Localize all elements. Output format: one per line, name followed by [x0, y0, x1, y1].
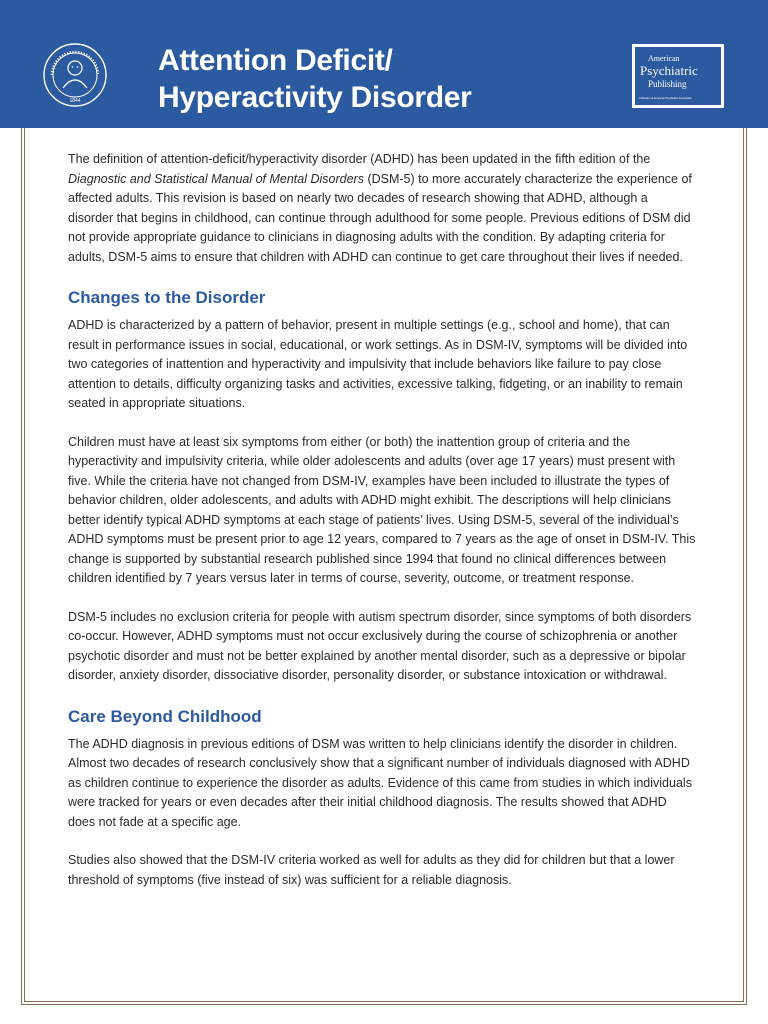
header-banner [0, 0, 768, 128]
title-line-1: Attention Deficit/ [158, 44, 393, 77]
title-line-2: Hyperactivity Disorder [158, 81, 472, 114]
intro-paragraph: The definition of attention-deficit/hyperactivity disorder (ADHD) has been updated in the fifth edition of the Diagnostic and Statistical Manual of Mental Disorders (DSM-5) to more accurately characterize the experience of affected adults. This revision is based on nearly two decades of research showing that ADHD, although a disorder that begins in childhood, can continue through adulthood for some people. Previous editions of DSM did not provide appropriate guidance to clinicians in diagnosing adults with the condition. By adapting criteria for adults, DSM-5 aims to ensure that children with ADHD can continue to get care throughout their lives if needed. [68, 152, 692, 264]
changes-paragraph-2: Children must have at least six symptoms from either (or both) the inattention group of criteria and the hyperactivity and impulsivity criteria, while older adolescents and adults (over age 17 years) must present with five. While the criteria have not changed from DSM-IV, examples have been included to illustrate the types of behavior children, older adolescents, and adults with ADHD might exhibit. The descriptions will help clinicians better identify typical ADHD symptoms at each stage of patients’ lives. Using DSM-5, several of the individual’s ADHD symptoms must be present prior to age 12 years, compared to 7 years as the age of onset in DSM-IV. This change is supported by substantial research published since 1994 that found no clinical differences between children identified by 7 years versus later in terms of course, severity, outcome, or treatment response. [68, 434, 696, 585]
care-paragraph-1: The ADHD diagnosis in previous editions of DSM was written to help clinicians identify the disorder in children. Almost two decades of research conclusively show that a significant number of individuals diagnosed with ADHD as children continue to experience the disorder as adults. Evidence of this came from studies in which individuals were tracked for years or even decades after their initial childhood diagnosis. The results showed that ADHD does not fade at a specific age. [68, 736, 692, 829]
care-paragraph-2: Studies also showed that the DSM-IV criteria worked as well for adults as they did for children but that a lower threshold of symptoms (five instead of six) was sufficient for a reliable diagnosis. [68, 853, 675, 887]
manual-title-italic: Diagnostic and Statistical Manual of Mental Disorders [68, 171, 364, 186]
publisher-logo [632, 44, 724, 108]
changes-paragraph-3: DSM-5 includes no exclusion criteria for people with autism spectrum disorder, since symptoms of both disorders co-occur. However, ADHD symptoms must not occur exclusively during the course of schizophrenia or another psychotic disorder and must not be better explained by another mental disorder, such as a depressive or bipolar disorder, anxiety disorder, dissociative disorder, personality disorder, or substance intoxication or withdrawal. [68, 609, 692, 682]
page-title [158, 42, 472, 116]
svg-text:Publishing: Publishing [648, 79, 687, 89]
seal-year: 1844 [69, 98, 81, 104]
changes-paragraph-1: ADHD is characterized by a pattern of behavior, present in multiple settings (e.g., school and home), that can result in performance issues in social, educational, or work settings. As in DSM-IV, symptoms will be divided into two categories of inattention and hyperactivity and impulsivity that include behaviors like failure to pay close attention to details, difficulty organizing tasks and activities, excessive talking, fidgeting, or an inability to remain seated in appropriate situations. [68, 318, 688, 410]
svg-text:A Division of American Psychia: A Division of American Psychiatric Association [639, 97, 692, 100]
apa-seal-logo [42, 42, 108, 108]
svg-text:American: American [648, 54, 680, 63]
section-heading-care: Care Beyond Childhood [68, 706, 262, 726]
section-heading-changes: Changes to the Disorder [68, 288, 266, 307]
article-body [68, 150, 696, 909]
publisher-logo-art [635, 47, 721, 105]
svg-text:Psychiatric: Psychiatric [640, 63, 698, 78]
